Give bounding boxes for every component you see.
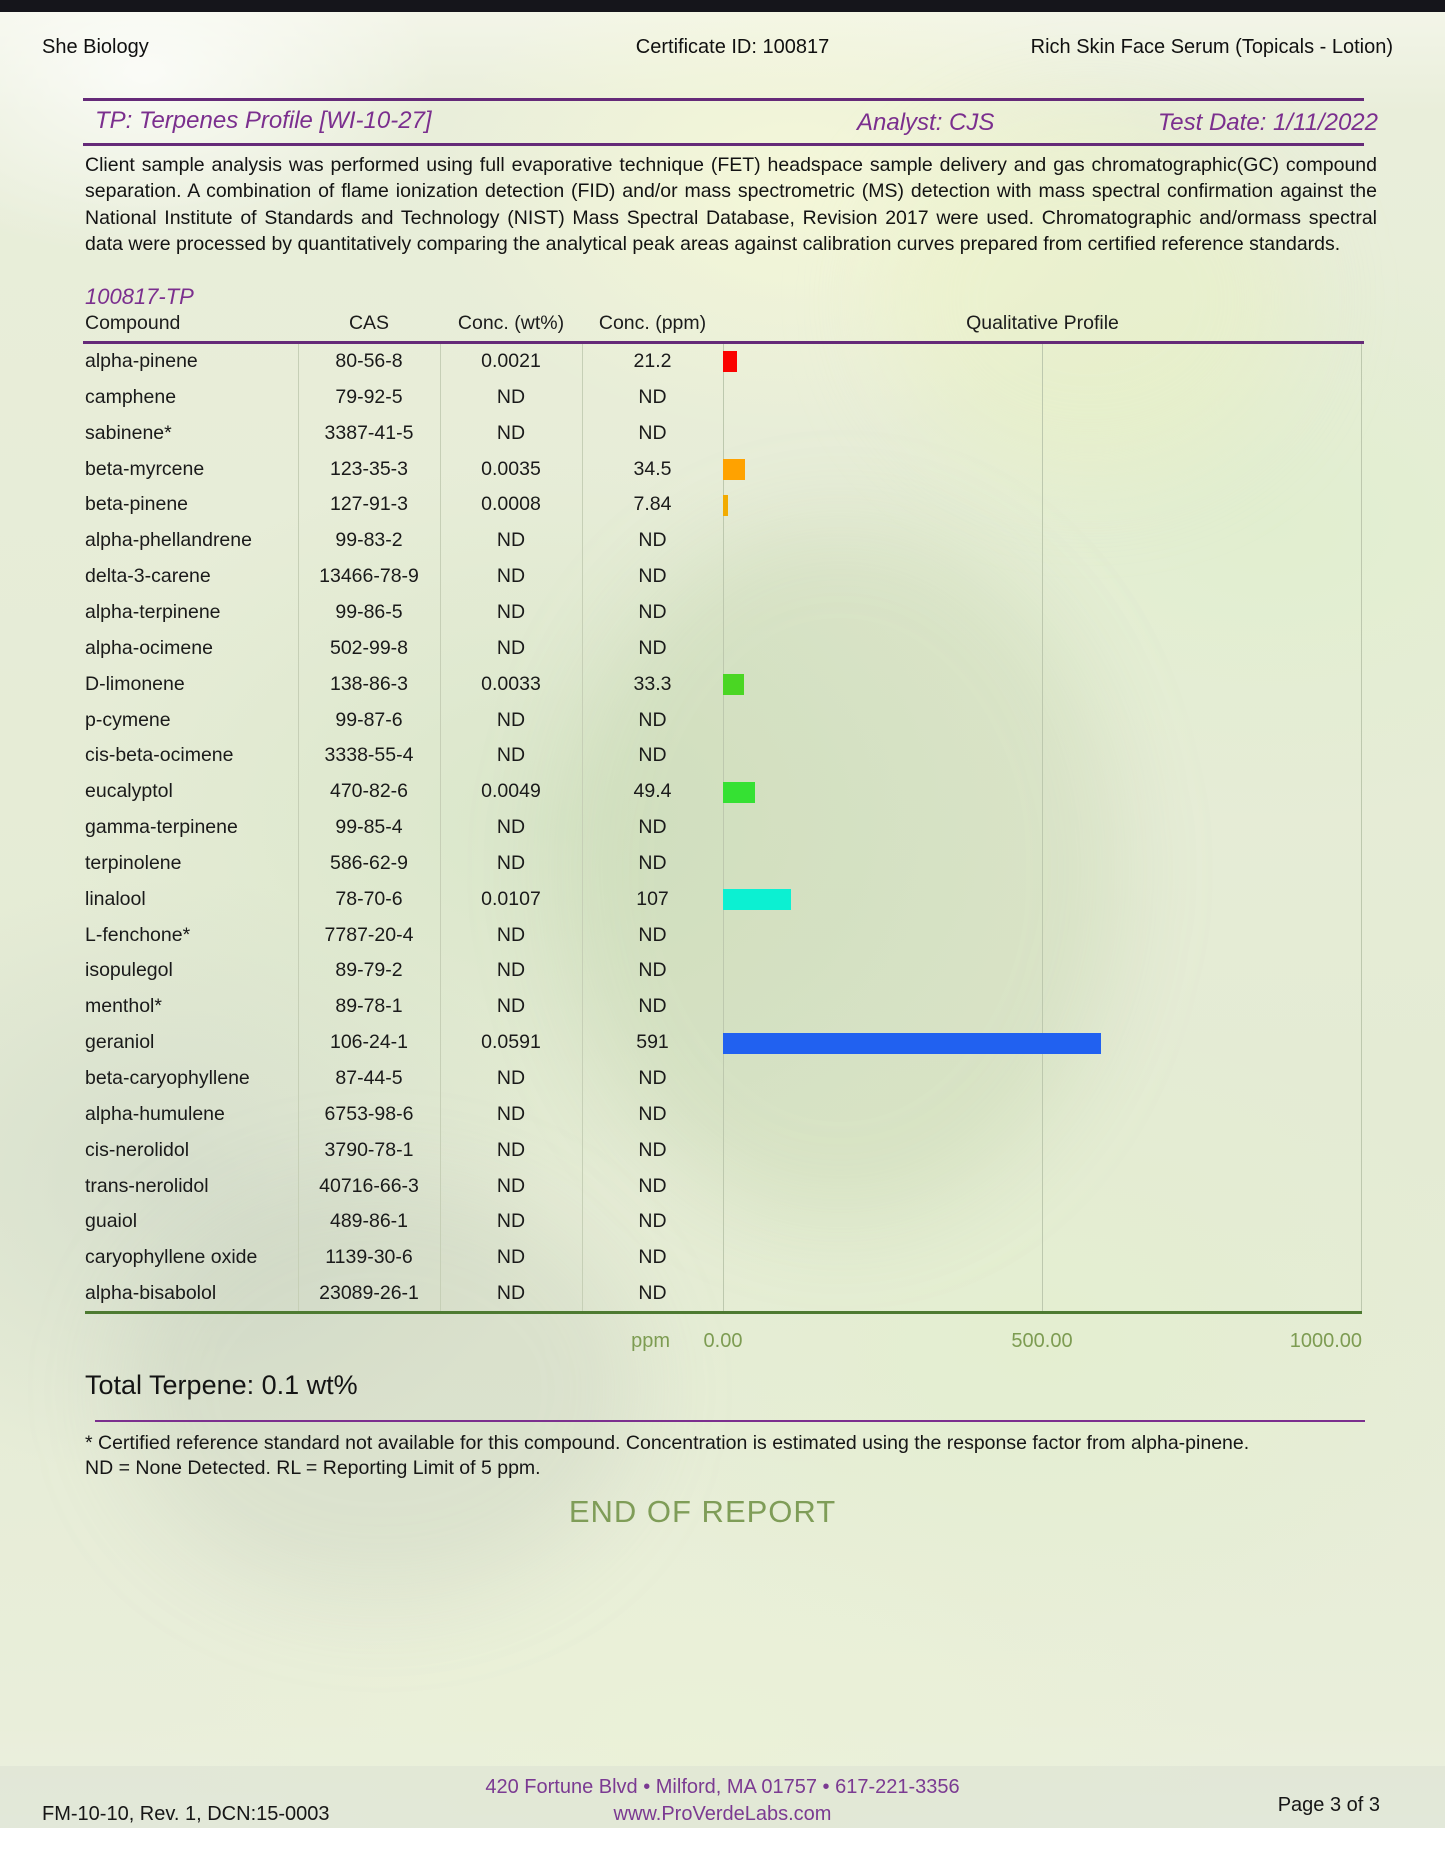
wt-cell: ND xyxy=(496,851,526,874)
table-row xyxy=(0,703,1445,739)
compound-cell: alpha-pinene xyxy=(85,350,198,372)
certificate-id: Certificate ID: 100817 xyxy=(635,36,830,58)
wt-cell: ND xyxy=(496,923,526,946)
wt-cell: ND xyxy=(496,1210,526,1233)
wt-cell: ND xyxy=(496,816,526,839)
wt-cell: ND xyxy=(496,959,526,982)
scan-bottom-edge xyxy=(0,1828,1445,1871)
wt-cell: 0.0033 xyxy=(481,672,541,695)
cas-cell: 99-86-5 xyxy=(335,600,403,623)
wt-cell: 0.0035 xyxy=(481,457,541,480)
compound-cell: linalool xyxy=(85,887,146,910)
compound-cell: terpinolene xyxy=(85,851,182,874)
divider-line-top xyxy=(83,98,1364,101)
table-row xyxy=(0,1061,1445,1097)
qualitative-bar xyxy=(723,351,737,372)
wt-cell: 0.0021 xyxy=(481,350,541,372)
compound-cell: isopulegol xyxy=(85,959,173,982)
axis-unit-label: ppm xyxy=(631,1330,670,1352)
compound-cell: beta-myrcene xyxy=(85,457,205,480)
compound-cell: trans-nerolidol xyxy=(85,1174,209,1197)
table-row xyxy=(0,1169,1445,1205)
qualitative-bar xyxy=(723,1033,1101,1054)
footnote-reference-standard: * Certified reference standard not available for this compound. Concentration is estimated using the response factor from alpha-pinene. xyxy=(85,1432,1250,1454)
ppm-cell: 33.3 xyxy=(633,672,672,695)
ppm-cell: ND xyxy=(638,1174,667,1197)
wt-cell: ND xyxy=(496,421,526,444)
cas-cell: 6753-98-6 xyxy=(324,1102,414,1125)
ppm-cell: ND xyxy=(638,1246,667,1269)
test-date-label: Test Date: 1/11/2022 xyxy=(1157,109,1378,136)
table-row xyxy=(0,846,1445,882)
table-row xyxy=(0,738,1445,774)
axis-tick-500: 500.00 xyxy=(1011,1330,1073,1352)
ppm-cell: ND xyxy=(638,1282,667,1305)
ppm-cell: ND xyxy=(638,1138,667,1161)
cas-cell: 40716-66-3 xyxy=(319,1174,419,1197)
wt-cell: ND xyxy=(496,565,526,588)
cas-cell: 87-44-5 xyxy=(335,1067,403,1089)
cas-cell: 586-62-9 xyxy=(329,851,409,874)
cas-cell: 106-24-1 xyxy=(329,1031,409,1054)
column-header-cas: CAS xyxy=(348,312,390,334)
cas-cell: 138-86-3 xyxy=(329,672,409,695)
compound-cell: sabinene* xyxy=(85,421,172,444)
ppm-cell: ND xyxy=(638,744,667,767)
ppm-cell: ND xyxy=(638,529,667,552)
ppm-cell: 21.2 xyxy=(633,350,672,372)
cas-cell: 23089-26-1 xyxy=(319,1282,419,1305)
ppm-cell: ND xyxy=(638,816,667,839)
method-description: Client sample analysis was performed using full evaporative technique (FET) headspace sample delivery and gas chromatographic(GC) compound separation. A combination of flame ionization detection (FID) and/or mass spectrometric (MS) detection with mass spectral confirmation against the National Institute of Standards and Technology (NIST) Mass Spectral Database, Revision 2017 were used. Chromatographic and/ormass spectral data were processed by quantitatively comparing the analytical peak areas against calibration curves prepared from certified reference standards. xyxy=(85,154,1377,256)
total-terpene: Total Terpene: 0.1 wt% xyxy=(85,1370,358,1400)
cas-cell: 502-99-8 xyxy=(329,636,409,659)
ppm-cell: 107 xyxy=(636,887,669,910)
ppm-cell: 49.4 xyxy=(633,780,672,803)
compound-cell: caryophyllene oxide xyxy=(85,1246,258,1269)
compound-cell: alpha-ocimene xyxy=(85,636,213,659)
wt-cell: 0.0049 xyxy=(481,780,541,803)
compound-cell: beta-pinene xyxy=(85,493,189,516)
ppm-cell: ND xyxy=(638,421,667,444)
wt-cell: 0.0008 xyxy=(481,493,541,516)
cas-cell: 470-82-6 xyxy=(329,780,409,803)
table-row xyxy=(0,1133,1445,1169)
table-row xyxy=(0,989,1445,1025)
compound-cell: delta-3-carene xyxy=(85,565,211,588)
cas-cell: 3338-55-4 xyxy=(324,744,414,767)
cas-cell: 89-79-2 xyxy=(335,959,403,982)
table-row xyxy=(0,416,1445,452)
wt-cell: ND xyxy=(496,1138,526,1161)
compound-cell: menthol* xyxy=(85,995,162,1018)
footnote-nd-rl: ND = None Detected. RL = Reporting Limit of 5 ppm. xyxy=(85,1457,541,1479)
wt-cell: 0.0107 xyxy=(481,887,541,910)
column-header-qualitative-profile: Qualitative Profile xyxy=(966,312,1119,334)
wt-cell: ND xyxy=(496,708,526,731)
compound-cell: gamma-terpinene xyxy=(85,816,238,839)
compound-cell: p-cymene xyxy=(85,708,171,731)
table-row xyxy=(0,953,1445,989)
ppm-cell: ND xyxy=(638,565,667,588)
ppm-cell: ND xyxy=(638,959,667,982)
ppm-cell: ND xyxy=(638,1102,667,1125)
ppm-cell: ND xyxy=(638,636,667,659)
compound-cell: guaiol xyxy=(85,1210,138,1233)
table-row xyxy=(0,559,1445,595)
cas-cell: 78-70-6 xyxy=(335,887,403,910)
compound-cell: D-limonene xyxy=(85,672,185,695)
compound-cell: beta-caryophyllene xyxy=(85,1067,250,1089)
cas-cell: 127-91-3 xyxy=(329,493,409,516)
client-name: She Biology xyxy=(42,36,149,58)
ppm-cell: 591 xyxy=(636,1031,669,1054)
ppm-cell: ND xyxy=(638,1210,667,1233)
ppm-cell: ND xyxy=(638,708,667,731)
compound-cell: alpha-humulene xyxy=(85,1102,225,1125)
column-header-wt: Conc. (wt%) xyxy=(457,312,565,334)
compound-cell: alpha-terpinene xyxy=(85,600,221,623)
footer-website: www.ProVerdeLabs.com xyxy=(613,1803,832,1825)
table-row xyxy=(0,1240,1445,1276)
ppm-cell: ND xyxy=(638,995,667,1018)
cas-cell: 89-78-1 xyxy=(335,995,403,1018)
wt-cell: ND xyxy=(496,385,526,408)
axis-tick-0: 0.00 xyxy=(703,1330,743,1352)
compound-cell: camphene xyxy=(85,385,177,408)
cas-cell: 7787-20-4 xyxy=(324,923,414,946)
cas-cell: 489-86-1 xyxy=(329,1210,409,1233)
table-row xyxy=(0,1097,1445,1133)
scan-top-edge xyxy=(0,0,1445,12)
end-of-report-label: END OF REPORT xyxy=(568,1494,837,1529)
cas-cell: 99-83-2 xyxy=(335,529,403,552)
ppm-cell: ND xyxy=(638,851,667,874)
qualitative-bar xyxy=(723,889,791,910)
ppm-cell: ND xyxy=(638,600,667,623)
cas-cell: 99-87-6 xyxy=(335,708,403,731)
wt-cell: 0.0591 xyxy=(481,1031,541,1054)
ppm-cell: ND xyxy=(638,923,667,946)
sample-id: 100817-TP xyxy=(85,284,194,309)
compound-cell: cis-nerolidol xyxy=(85,1138,190,1161)
qualitative-bar xyxy=(723,495,728,516)
footer-doc-id: FM-10-10, Rev. 1, DCN:15-0003 xyxy=(42,1803,330,1825)
table-row xyxy=(0,595,1445,631)
axis-tick-1000: 1000.00 xyxy=(1289,1330,1362,1352)
table-row xyxy=(0,523,1445,559)
product-name: Rich Skin Face Serum (Topicals - Lotion) xyxy=(1030,36,1393,58)
ppm-cell: ND xyxy=(638,385,667,408)
cas-cell: 3387-41-5 xyxy=(324,421,414,444)
table-row xyxy=(0,380,1445,416)
compound-cell: eucalyptol xyxy=(85,780,173,803)
ppm-cell: 7.84 xyxy=(633,493,672,516)
table-row xyxy=(0,631,1445,667)
wt-cell: ND xyxy=(496,1246,526,1269)
analyst-label: Analyst: CJS xyxy=(857,109,995,136)
table-row xyxy=(0,1204,1445,1240)
wt-cell: ND xyxy=(496,1067,526,1089)
cas-cell: 80-56-8 xyxy=(335,350,403,372)
compound-cell: alpha-bisabolol xyxy=(85,1282,217,1305)
ppm-cell: 34.5 xyxy=(633,457,672,480)
qualitative-bar xyxy=(723,459,745,480)
wt-cell: ND xyxy=(496,995,526,1018)
wt-cell: ND xyxy=(496,744,526,767)
report-title: TP: Terpenes Profile [WI-10-27] xyxy=(95,107,432,134)
wt-cell: ND xyxy=(496,1102,526,1125)
cas-cell: 1139-30-6 xyxy=(325,1246,413,1269)
divider-line-title xyxy=(83,143,1364,146)
wt-cell: ND xyxy=(496,600,526,623)
chart-axis-line xyxy=(85,1311,1362,1314)
wt-cell: ND xyxy=(496,1282,526,1305)
wt-cell: ND xyxy=(496,1174,526,1197)
table-row xyxy=(0,810,1445,846)
compound-cell: L-fenchone* xyxy=(85,923,191,946)
cas-cell: 123-35-3 xyxy=(329,457,409,480)
table-row xyxy=(0,918,1445,954)
wt-cell: ND xyxy=(496,636,526,659)
compound-cell: cis-beta-ocimene xyxy=(85,744,234,767)
qualitative-bar xyxy=(723,674,744,695)
table-row xyxy=(0,1276,1445,1312)
qualitative-bar xyxy=(723,782,755,803)
cas-cell: 13466-78-9 xyxy=(319,565,419,588)
compound-cell: alpha-phellandrene xyxy=(85,529,252,552)
footnote-divider-line xyxy=(95,1420,1365,1422)
wt-cell: ND xyxy=(496,529,526,552)
cas-cell: 79-92-5 xyxy=(335,385,403,408)
column-header-ppm: Conc. (ppm) xyxy=(598,312,707,334)
ppm-cell: ND xyxy=(638,1067,667,1089)
footer-page-number: Page 3 of 3 xyxy=(1277,1794,1380,1816)
cas-cell: 3790-78-1 xyxy=(324,1138,414,1161)
column-header-compound: Compound xyxy=(85,312,181,334)
footer-address: 420 Fortune Blvd • Milford, MA 01757 • 617-221-3356 xyxy=(485,1776,960,1798)
compound-cell: geraniol xyxy=(85,1031,155,1054)
cas-cell: 99-85-4 xyxy=(335,816,403,839)
